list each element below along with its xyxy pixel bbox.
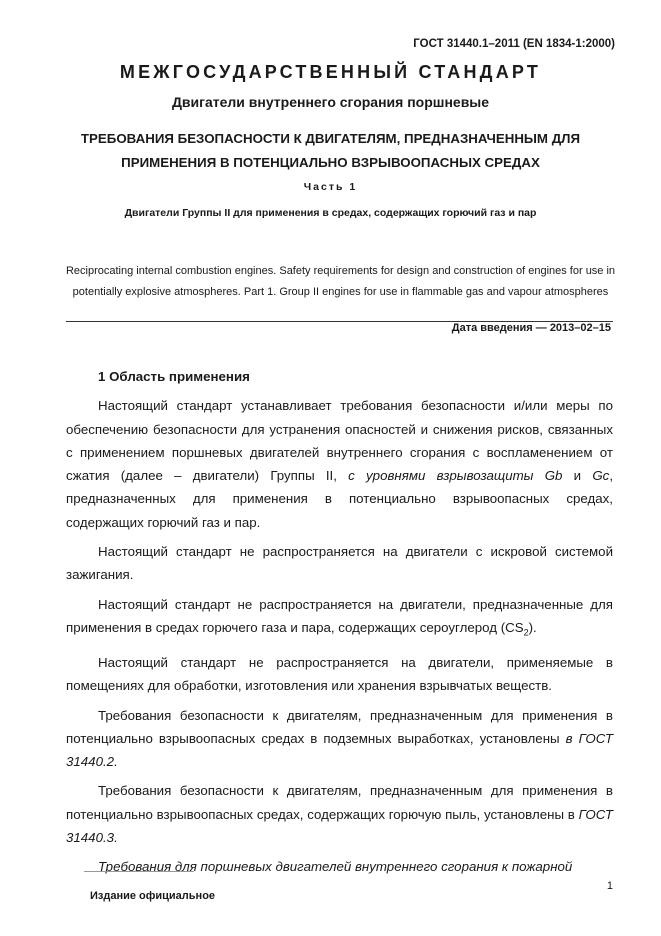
paragraph-italic: Gc [592, 468, 610, 484]
reference-link: ГОСТ 31440.3. [66, 806, 613, 845]
standard-code: ГОСТ 31440.1–2011 (EN 1834-1:2000) [413, 38, 615, 50]
part-title: Двигатели Группы II для применения в средах, содержащих горючий газ и пар [124, 207, 537, 219]
paragraph: Настоящий стандарт не распространяется на двигатели с искровой системой зажигания. [66, 544, 613, 583]
official-edition-label: Издание официальное [90, 890, 216, 902]
subscript: 2 [523, 627, 529, 638]
paragraph [66, 394, 613, 534]
footer-divider [84, 871, 194, 872]
paragraph [66, 704, 613, 774]
introduction-date: Дата введения — 2013–02–15 [451, 322, 611, 334]
interstate-standard-heading: МЕЖГОСУДАРСТВЕННЫЙ СТАНДАРТ [119, 62, 542, 82]
paragraph: Настоящий стандарт не распространяется на двигатели, применяемые в помещениях для обработки, изготовления или хранения взрывчатых веществ. [66, 654, 613, 694]
page-number: 1 [606, 880, 613, 892]
paragraph-text: и [562, 468, 593, 484]
paragraph [66, 593, 613, 645]
paragraph-text: ). [528, 619, 537, 635]
paragraph-text: Настоящий стандарт устанавливает требования безопасности и/или меры по обеспечению безопасности для устранения опасностей и снижения рисков, связанных с применением поршневых двигателей внутреннего сгорания с воспламенением от сжатия (далее – двигатели) Группы II, [66, 398, 613, 484]
paragraph-italic: с уровнями взрывозащиты Gb [348, 468, 563, 484]
document-subtitle: Двигатели внутреннего сгорания поршневые [171, 94, 490, 110]
paragraph-text: Требования безопасности к двигателям, предназначенным для применения в потенциально взрывоопасных средах, содержащих горючую пыль, установлены в [66, 783, 613, 822]
paragraph: Требования для поршневых двигателей внутреннего сгорания к пожарной [98, 859, 573, 875]
english-title: Reciprocating internal combustion engines. Safety requirements for design and construction of engines for use in potentially explosive atmospheres. Part 1. Group II engines for use in flammable gas and vapour atmospheres [65, 265, 616, 298]
part-label: Часть 1 [303, 181, 358, 193]
paragraph [66, 779, 613, 849]
paragraph-text: Настоящий стандарт не распространяется на двигатели, предназначенные для применения в средах горючего газа и пара, содержащих сероуглерод (CS [66, 596, 613, 635]
section-heading: 1 Область применения [98, 369, 250, 384]
document-title: ТРЕБОВАНИЯ БЕЗОПАСНОСТИ К ДВИГАТЕЛЯМ, ПРЕДНАЗНАЧЕННЫМ ДЛЯ ПРИМЕНЕНИЯ В ПОТЕНЦИАЛЬНО ВЗРЫВООПАСНЫХ СРЕДАХ [80, 131, 581, 170]
section-body [66, 365, 613, 885]
paragraph-text: Требования безопасности к двигателям, предназначенным для применения в потенциально взрывоопасных средах в подземных выработках, установлены [66, 707, 613, 746]
reference-link: в ГОСТ 31440.2. [66, 730, 613, 770]
paragraph-text: , предназначенных для применения в потенциально взрывоопасных средах, содержащих горючий газ и пар. [66, 468, 614, 530]
